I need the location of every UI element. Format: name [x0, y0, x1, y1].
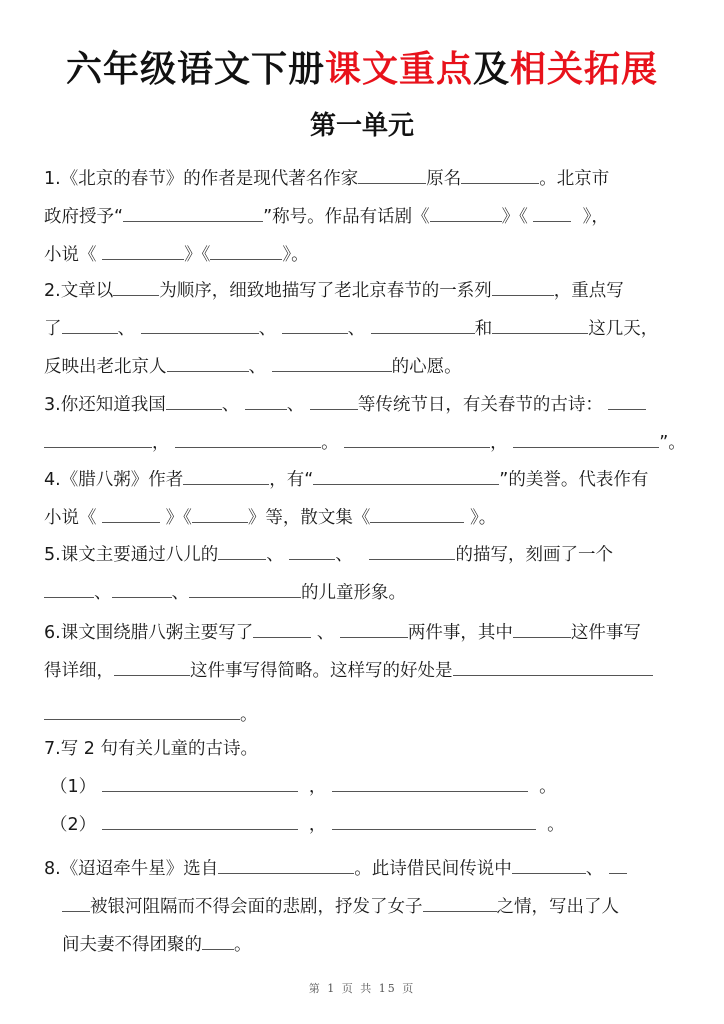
- answer-blank[interactable]: [430, 201, 502, 222]
- answer-blank[interactable]: [369, 539, 455, 560]
- answer-blank[interactable]: [183, 464, 269, 485]
- answer-blank[interactable]: [492, 275, 554, 296]
- answer-blank[interactable]: [123, 201, 263, 222]
- answer-blank[interactable]: [114, 655, 190, 676]
- answer-blank[interactable]: [102, 239, 184, 260]
- question-1-line-2: 政府授予“ ”称号。作品有话剧《 》《 》，: [44, 198, 684, 236]
- answer-blank[interactable]: [272, 351, 392, 372]
- answer-blank[interactable]: [533, 201, 571, 222]
- answer-blank[interactable]: [192, 502, 248, 523]
- answer-blank[interactable]: [282, 313, 348, 334]
- answer-blank[interactable]: [608, 389, 646, 410]
- page-number: 第 1 页 共 15 页: [308, 982, 416, 995]
- question-4-line-2: 小说《 》《 》等，散文集《 》。: [44, 499, 684, 537]
- answer-blank[interactable]: [253, 617, 311, 638]
- answer-blank[interactable]: [344, 427, 490, 448]
- title-part-4-highlight: 相关拓展: [510, 49, 659, 90]
- question-5-line-1: 5.课文主要通过八儿的 、 、 的描写，刻画了一个: [44, 536, 684, 574]
- question-3: [44, 386, 684, 462]
- answer-blank[interactable]: [218, 539, 266, 560]
- answer-blank[interactable]: [62, 891, 90, 912]
- question-8-line-1: 8.《迢迢牵牛星》选自 。此诗借民间传说中 、: [44, 850, 684, 888]
- answer-blank[interactable]: [340, 617, 408, 638]
- question-7-prompt: 7.写 2 句有关儿童的古诗。: [44, 739, 258, 759]
- question-1: [44, 160, 684, 274]
- answer-blank[interactable]: [44, 427, 152, 448]
- question-1-line-1: 1.《北京的春节》的作者是现代著名作家 原名 。北京市: [44, 160, 684, 198]
- question-2-line-3: 反映出老北京人 、 的心愿。: [44, 348, 684, 386]
- answer-blank[interactable]: [112, 577, 172, 598]
- answer-blank[interactable]: [44, 577, 94, 598]
- answer-blank[interactable]: [423, 891, 497, 912]
- answer-blank[interactable]: [332, 809, 536, 830]
- answer-blank[interactable]: [113, 275, 159, 296]
- question-6: [44, 614, 684, 734]
- answer-blank[interactable]: [310, 389, 358, 410]
- title-part-3: 及: [473, 49, 511, 90]
- answer-blank[interactable]: [175, 427, 321, 448]
- question-8: [44, 850, 684, 964]
- question-8-line-3: 间夫妻不得团聚的 。: [44, 926, 684, 964]
- answer-blank[interactable]: [492, 313, 588, 334]
- answer-blank[interactable]: [609, 853, 627, 874]
- title-part-1: 六年级语文下册: [65, 49, 325, 90]
- answer-blank[interactable]: [453, 655, 653, 676]
- answer-blank[interactable]: [102, 502, 160, 523]
- answer-blank[interactable]: [332, 771, 528, 792]
- answer-blank[interactable]: [313, 464, 499, 485]
- question-7-line-1: （1） ， 。: [44, 768, 684, 806]
- question-3-line-2: ， 。 ， ”。: [44, 424, 684, 462]
- question-2-line-2: 了 、 、 、 和 这几天，: [44, 310, 684, 348]
- answer-blank[interactable]: [141, 313, 259, 334]
- answer-blank[interactable]: [289, 539, 335, 560]
- answer-blank[interactable]: [513, 617, 571, 638]
- page-title: [0, 48, 724, 92]
- unit-heading: 第一单元: [309, 111, 414, 141]
- answer-blank[interactable]: [371, 313, 475, 334]
- question-5: [44, 536, 684, 612]
- answer-blank[interactable]: [513, 427, 659, 448]
- answer-blank[interactable]: [62, 313, 118, 334]
- answer-blank[interactable]: [102, 809, 298, 830]
- answer-blank[interactable]: [210, 239, 282, 260]
- question-7-line-2: （2） ， 。: [44, 806, 684, 844]
- question-7: [44, 730, 684, 844]
- answer-blank[interactable]: [358, 163, 426, 184]
- answer-blank[interactable]: [512, 853, 586, 874]
- answer-blank[interactable]: [189, 577, 301, 598]
- question-3-line-1: 3.你还知道我国 、 、 等传统节日，有关春节的古诗：: [44, 386, 684, 424]
- answer-blank[interactable]: [370, 502, 464, 523]
- question-4-line-1: 4.《腊八粥》作者 ，有“ ”的美誉。代表作有: [44, 461, 684, 499]
- answer-blank[interactable]: [167, 351, 249, 372]
- answer-blank[interactable]: [218, 853, 354, 874]
- question-2-line-1: 2.文章以 为顺序，细致地描写了老北京春节的一系列 ，重点写: [44, 272, 684, 310]
- question-8-line-2: 被银河阻隔而不得会面的悲剧，抒发了女子 之情，写出了人: [44, 888, 684, 926]
- answer-blank[interactable]: [166, 389, 222, 410]
- question-5-line-2: 、 、 的儿童形象。: [44, 574, 684, 612]
- question-4: [44, 461, 684, 537]
- answer-blank[interactable]: [102, 771, 298, 792]
- answer-blank[interactable]: [202, 929, 234, 950]
- question-6-line-1: 6.课文围绕腊八粥主要写了 、 两件事，其中 这件事写: [44, 614, 684, 652]
- answer-blank[interactable]: [461, 163, 539, 184]
- question-1-line-3: 小说《 》《 》。: [44, 236, 684, 274]
- title-part-2-highlight: 课文重点: [324, 49, 473, 90]
- question-6-line-2: 得详细， 这件事写得简略。这样写的好处是: [44, 652, 684, 690]
- answer-blank[interactable]: [44, 699, 240, 720]
- question-2: [44, 272, 684, 386]
- answer-blank[interactable]: [245, 389, 287, 410]
- question-6-line-3: 。: [44, 696, 684, 734]
